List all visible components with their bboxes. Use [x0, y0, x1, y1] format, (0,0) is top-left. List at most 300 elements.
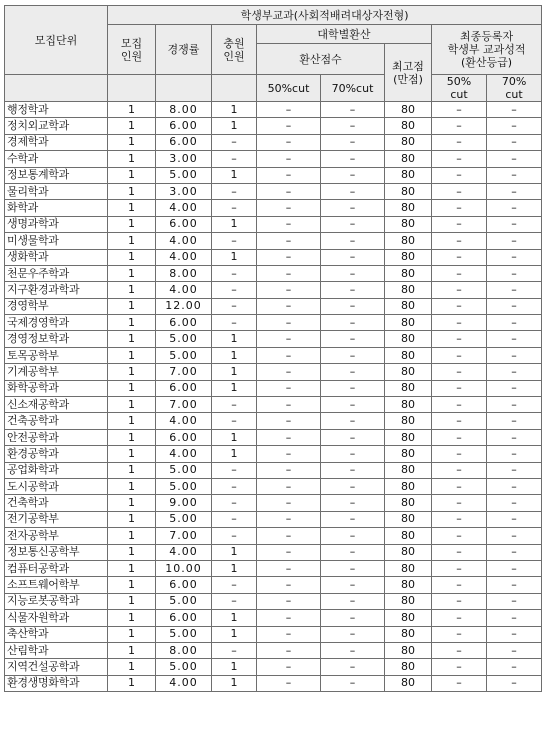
quota-cell: 1 — [108, 282, 156, 298]
cut70-cell: – — [321, 134, 385, 150]
quota-cell: 1 — [108, 315, 156, 331]
final-cut70-cell: – — [487, 118, 542, 134]
cut70-cell: – — [321, 233, 385, 249]
quota-cell: 1 — [108, 511, 156, 527]
table-row — [5, 364, 542, 380]
fill-cell: 1 — [212, 446, 257, 462]
ratio-cell: 8.00 — [156, 102, 212, 118]
max-score-cell: 80 — [385, 216, 432, 232]
dept-name: 지역건설공학과 — [5, 659, 108, 675]
cut50-cell: – — [257, 183, 321, 199]
dept-name: 지구환경과학과 — [5, 282, 108, 298]
max-score-cell: 80 — [385, 495, 432, 511]
table-row — [5, 560, 542, 576]
header-conversion-score: 환산점수 — [257, 44, 385, 75]
fill-cell: 1 — [212, 675, 257, 691]
cut70-cell: – — [321, 364, 385, 380]
fill-cell: 1 — [212, 347, 257, 363]
final-cut70-cell: – — [487, 511, 542, 527]
cut70-cell: – — [321, 626, 385, 642]
cut70-cell: – — [321, 216, 385, 232]
cut70-cell: – — [321, 380, 385, 396]
cut50-cell: – — [257, 462, 321, 478]
cut70-cell: – — [321, 429, 385, 445]
max-score-cell: 80 — [385, 167, 432, 183]
dept-name: 화학공학과 — [5, 380, 108, 396]
quota-cell: 1 — [108, 429, 156, 445]
dept-name: 건축공학과 — [5, 413, 108, 429]
quota-cell: 1 — [108, 102, 156, 118]
cut50-cell: – — [257, 118, 321, 134]
ratio-cell: 3.00 — [156, 151, 212, 167]
fill-cell: – — [212, 511, 257, 527]
final-cut50-cell: – — [432, 462, 487, 478]
max-score-cell: 80 — [385, 577, 432, 593]
final-cut70-cell: – — [487, 462, 542, 478]
quota-cell: 1 — [108, 364, 156, 380]
final-cut50-cell: – — [432, 675, 487, 691]
header-cut70: 70%cut — [321, 75, 385, 102]
dept-name: 전자공학부 — [5, 528, 108, 544]
final-cut50-cell: – — [432, 151, 487, 167]
table-row — [5, 118, 542, 134]
final-cut70-cell: – — [487, 413, 542, 429]
max-score-cell: 80 — [385, 413, 432, 429]
max-score-cell: 80 — [385, 511, 432, 527]
cut70-cell: – — [321, 265, 385, 281]
max-score-cell: 80 — [385, 659, 432, 675]
header-ratio: 경쟁률 — [156, 25, 212, 75]
final-cut50-cell: – — [432, 282, 487, 298]
ratio-cell: 5.00 — [156, 167, 212, 183]
final-cut50-cell: – — [432, 216, 487, 232]
fill-cell: 1 — [212, 118, 257, 134]
fill-cell: 1 — [212, 167, 257, 183]
table-row — [5, 446, 542, 462]
final-cut50-cell: – — [432, 397, 487, 413]
cut50-cell: – — [257, 380, 321, 396]
max-score-cell: 80 — [385, 151, 432, 167]
cut50-cell: – — [257, 233, 321, 249]
final-cut70-cell: – — [487, 528, 542, 544]
dept-name: 수학과 — [5, 151, 108, 167]
final-cut50-cell: – — [432, 249, 487, 265]
fill-cell: – — [212, 413, 257, 429]
final-cut50-cell: – — [432, 233, 487, 249]
max-score-cell: 80 — [385, 429, 432, 445]
final-cut50-cell: – — [432, 626, 487, 642]
quota-cell: 1 — [108, 216, 156, 232]
table-row — [5, 478, 542, 494]
cut50-cell: – — [257, 544, 321, 560]
fill-cell: – — [212, 577, 257, 593]
fill-cell: – — [212, 315, 257, 331]
final-cut70-cell: – — [487, 200, 542, 216]
final-cut70-cell: – — [487, 642, 542, 658]
ratio-cell: 6.00 — [156, 134, 212, 150]
quota-cell: 1 — [108, 577, 156, 593]
final-cut50-cell: – — [432, 134, 487, 150]
max-score-cell: 80 — [385, 233, 432, 249]
final-cut50-cell: – — [432, 331, 487, 347]
ratio-cell: 8.00 — [156, 642, 212, 658]
ratio-cell: 7.00 — [156, 364, 212, 380]
header-final-registrant: 최종등록자 학생부 교과성적 (환산등급) — [432, 25, 542, 75]
ratio-cell: 10.00 — [156, 560, 212, 576]
table-row — [5, 511, 542, 527]
max-score-cell: 80 — [385, 200, 432, 216]
dept-name: 환경공학과 — [5, 446, 108, 462]
table-row — [5, 249, 542, 265]
final-cut70-cell: – — [487, 298, 542, 314]
cut70-cell: – — [321, 478, 385, 494]
dept-name: 축산학과 — [5, 626, 108, 642]
cut50-cell: – — [257, 331, 321, 347]
ratio-cell: 5.00 — [156, 462, 212, 478]
final-cut50-cell: – — [432, 183, 487, 199]
final-cut70-cell: – — [487, 282, 542, 298]
cut70-cell: – — [321, 151, 385, 167]
ratio-cell: 5.00 — [156, 659, 212, 675]
quota-cell: 1 — [108, 610, 156, 626]
final-cut70-cell: – — [487, 233, 542, 249]
table-row — [5, 675, 542, 691]
final-cut50-cell: – — [432, 495, 487, 511]
fill-cell: – — [212, 200, 257, 216]
cut70-cell: – — [321, 560, 385, 576]
table-row — [5, 429, 542, 445]
max-score-cell: 80 — [385, 102, 432, 118]
quota-cell: 1 — [108, 265, 156, 281]
final-cut50-cell: – — [432, 610, 487, 626]
dept-name: 경영학부 — [5, 298, 108, 314]
final-cut50-cell: – — [432, 544, 487, 560]
cut50-cell: – — [257, 478, 321, 494]
dept-name: 행정학과 — [5, 102, 108, 118]
final-cut70-cell: – — [487, 364, 542, 380]
fill-cell: – — [212, 495, 257, 511]
final-cut70-cell: – — [487, 577, 542, 593]
fill-cell: – — [212, 183, 257, 199]
fill-cell: 1 — [212, 626, 257, 642]
final-cut70-cell: – — [487, 216, 542, 232]
dept-name: 천문우주학과 — [5, 265, 108, 281]
max-score-cell: 80 — [385, 610, 432, 626]
max-score-cell: 80 — [385, 118, 432, 134]
quota-cell: 1 — [108, 659, 156, 675]
table-row — [5, 134, 542, 150]
header-univ-conversion: 대학별환산 — [257, 25, 432, 44]
header-group: 학생부교과(사회적배려대상자전형) — [108, 6, 542, 25]
cut50-cell: – — [257, 495, 321, 511]
dept-name: 물리학과 — [5, 183, 108, 199]
final-cut50-cell: – — [432, 642, 487, 658]
quota-cell: 1 — [108, 347, 156, 363]
max-score-cell: 80 — [385, 380, 432, 396]
cut50-cell: – — [257, 446, 321, 462]
dept-name: 공업화학과 — [5, 462, 108, 478]
fill-cell: – — [212, 593, 257, 609]
max-score-cell: 80 — [385, 315, 432, 331]
dept-name: 경제학과 — [5, 134, 108, 150]
ratio-cell: 5.00 — [156, 347, 212, 363]
final-cut70-cell: – — [487, 249, 542, 265]
fill-cell: 1 — [212, 610, 257, 626]
final-cut70-cell: – — [487, 610, 542, 626]
cut70-cell: – — [321, 200, 385, 216]
fill-cell: 1 — [212, 659, 257, 675]
fill-cell: 1 — [212, 102, 257, 118]
final-cut70-cell: – — [487, 315, 542, 331]
ratio-cell: 6.00 — [156, 380, 212, 396]
cut50-cell: – — [257, 626, 321, 642]
final-cut50-cell: – — [432, 315, 487, 331]
final-cut50-cell: – — [432, 413, 487, 429]
cut50-cell: – — [257, 315, 321, 331]
dept-name: 기계공학부 — [5, 364, 108, 380]
final-cut70-cell: – — [487, 151, 542, 167]
dept-name: 전기공학부 — [5, 511, 108, 527]
final-cut70-cell: – — [487, 495, 542, 511]
quota-cell: 1 — [108, 233, 156, 249]
final-cut70-cell: – — [487, 380, 542, 396]
fill-cell: 1 — [212, 216, 257, 232]
cut50-cell: – — [257, 298, 321, 314]
table-row — [5, 233, 542, 249]
cut50-cell: – — [257, 216, 321, 232]
cut50-cell: – — [257, 560, 321, 576]
final-cut50-cell: – — [432, 528, 487, 544]
final-cut70-cell: – — [487, 478, 542, 494]
dept-name: 생화학과 — [5, 249, 108, 265]
ratio-cell: 4.00 — [156, 200, 212, 216]
cut50-cell: – — [257, 511, 321, 527]
quota-cell: 1 — [108, 298, 156, 314]
max-score-cell: 80 — [385, 560, 432, 576]
cut70-cell: – — [321, 577, 385, 593]
final-cut50-cell: – — [432, 118, 487, 134]
table-row — [5, 298, 542, 314]
fill-cell: – — [212, 478, 257, 494]
fill-cell: 1 — [212, 249, 257, 265]
max-score-cell: 80 — [385, 528, 432, 544]
table-row — [5, 102, 542, 118]
table-row — [5, 216, 542, 232]
fill-cell: – — [212, 528, 257, 544]
quota-cell: 1 — [108, 380, 156, 396]
table-row — [5, 544, 542, 560]
max-score-cell: 80 — [385, 593, 432, 609]
final-cut50-cell: – — [432, 593, 487, 609]
quota-cell: 1 — [108, 134, 156, 150]
quota-cell: 1 — [108, 413, 156, 429]
final-cut70-cell: – — [487, 560, 542, 576]
header-spacer-ratio — [156, 75, 212, 102]
cut50-cell: – — [257, 134, 321, 150]
dept-name: 미생물학과 — [5, 233, 108, 249]
ratio-cell: 6.00 — [156, 610, 212, 626]
dept-name: 컴퓨터공학과 — [5, 560, 108, 576]
final-cut70-cell: – — [487, 347, 542, 363]
final-cut50-cell: – — [432, 560, 487, 576]
final-cut50-cell: – — [432, 347, 487, 363]
fill-cell: – — [212, 462, 257, 478]
final-cut70-cell: – — [487, 183, 542, 199]
header-spacer-quota — [108, 75, 156, 102]
max-score-cell: 80 — [385, 446, 432, 462]
max-score-cell: 80 — [385, 626, 432, 642]
final-cut50-cell: – — [432, 298, 487, 314]
max-score-cell: 80 — [385, 134, 432, 150]
final-cut70-cell: – — [487, 167, 542, 183]
table-row — [5, 331, 542, 347]
header-cut50: 50%cut — [257, 75, 321, 102]
header-max-score: 최고점 (만점) — [385, 44, 432, 102]
dept-name: 지능로봇공학과 — [5, 593, 108, 609]
table-row — [5, 183, 542, 199]
cut70-cell: – — [321, 495, 385, 511]
quota-cell: 1 — [108, 331, 156, 347]
final-cut70-cell: – — [487, 659, 542, 675]
final-cut50-cell: – — [432, 380, 487, 396]
table-row — [5, 413, 542, 429]
dept-name: 경영정보학과 — [5, 331, 108, 347]
cut50-cell: – — [257, 347, 321, 363]
final-cut70-cell: – — [487, 134, 542, 150]
cut70-cell: – — [321, 347, 385, 363]
cut70-cell: – — [321, 298, 385, 314]
cut50-cell: – — [257, 577, 321, 593]
ratio-cell: 4.00 — [156, 233, 212, 249]
quota-cell: 1 — [108, 528, 156, 544]
final-cut70-cell: – — [487, 446, 542, 462]
cut70-cell: – — [321, 413, 385, 429]
table-header — [5, 6, 542, 102]
cut70-cell: – — [321, 544, 385, 560]
ratio-cell: 6.00 — [156, 216, 212, 232]
dept-name: 정보통신공학부 — [5, 544, 108, 560]
quota-cell: 1 — [108, 478, 156, 494]
max-score-cell: 80 — [385, 265, 432, 281]
cut50-cell: – — [257, 593, 321, 609]
fill-cell: – — [212, 233, 257, 249]
cut70-cell: – — [321, 102, 385, 118]
final-cut50-cell: – — [432, 446, 487, 462]
fill-cell: – — [212, 282, 257, 298]
header-unit: 모집단위 — [5, 6, 108, 75]
cut70-cell: – — [321, 331, 385, 347]
final-cut70-cell: – — [487, 331, 542, 347]
cut50-cell: – — [257, 167, 321, 183]
max-score-cell: 80 — [385, 331, 432, 347]
cut70-cell: – — [321, 167, 385, 183]
fill-cell: – — [212, 134, 257, 150]
final-cut50-cell: – — [432, 265, 487, 281]
fill-cell: 1 — [212, 544, 257, 560]
header-final-cut70: 70% cut — [487, 75, 542, 102]
quota-cell: 1 — [108, 560, 156, 576]
quota-cell: 1 — [108, 462, 156, 478]
header-fill: 충원 인원 — [212, 25, 257, 75]
quota-cell: 1 — [108, 118, 156, 134]
ratio-cell: 4.00 — [156, 446, 212, 462]
max-score-cell: 80 — [385, 298, 432, 314]
dept-name: 화학과 — [5, 200, 108, 216]
final-cut50-cell: – — [432, 511, 487, 527]
cut70-cell: – — [321, 183, 385, 199]
header-spacer-unit — [5, 75, 108, 102]
max-score-cell: 80 — [385, 462, 432, 478]
table-row — [5, 495, 542, 511]
dept-name: 식물자원학과 — [5, 610, 108, 626]
cut70-cell: – — [321, 397, 385, 413]
ratio-cell: 12.00 — [156, 298, 212, 314]
final-cut50-cell: – — [432, 200, 487, 216]
quota-cell: 1 — [108, 446, 156, 462]
quota-cell: 1 — [108, 642, 156, 658]
final-cut50-cell: – — [432, 659, 487, 675]
max-score-cell: 80 — [385, 544, 432, 560]
quota-cell: 1 — [108, 495, 156, 511]
quota-cell: 1 — [108, 167, 156, 183]
table-row — [5, 462, 542, 478]
final-cut70-cell: – — [487, 102, 542, 118]
dept-name: 생명과학과 — [5, 216, 108, 232]
cut50-cell: – — [257, 429, 321, 445]
ratio-cell: 5.00 — [156, 331, 212, 347]
table-row — [5, 642, 542, 658]
cut50-cell: – — [257, 200, 321, 216]
fill-cell: 1 — [212, 560, 257, 576]
table-row — [5, 167, 542, 183]
ratio-cell: 6.00 — [156, 315, 212, 331]
cut50-cell: – — [257, 675, 321, 691]
fill-cell: – — [212, 642, 257, 658]
cut50-cell: – — [257, 151, 321, 167]
quota-cell: 1 — [108, 183, 156, 199]
ratio-cell: 7.00 — [156, 528, 212, 544]
cut70-cell: – — [321, 593, 385, 609]
max-score-cell: 80 — [385, 364, 432, 380]
cut50-cell: – — [257, 397, 321, 413]
final-cut50-cell: – — [432, 102, 487, 118]
ratio-cell: 5.00 — [156, 626, 212, 642]
cut50-cell: – — [257, 528, 321, 544]
dept-name: 건축학과 — [5, 495, 108, 511]
max-score-cell: 80 — [385, 642, 432, 658]
table-row — [5, 593, 542, 609]
final-cut70-cell: – — [487, 544, 542, 560]
table-row — [5, 282, 542, 298]
dept-name: 토목공학부 — [5, 347, 108, 363]
final-cut50-cell: – — [432, 478, 487, 494]
dept-name: 신소재공학과 — [5, 397, 108, 413]
table-row — [5, 151, 542, 167]
cut70-cell: – — [321, 118, 385, 134]
header-quota: 모집 인원 — [108, 25, 156, 75]
quota-cell: 1 — [108, 200, 156, 216]
quota-cell: 1 — [108, 397, 156, 413]
cut70-cell: – — [321, 642, 385, 658]
table-row — [5, 659, 542, 675]
cut70-cell: – — [321, 315, 385, 331]
ratio-cell: 4.00 — [156, 544, 212, 560]
cut70-cell: – — [321, 282, 385, 298]
quota-cell: 1 — [108, 593, 156, 609]
max-score-cell: 80 — [385, 478, 432, 494]
ratio-cell: 5.00 — [156, 593, 212, 609]
table-row — [5, 528, 542, 544]
